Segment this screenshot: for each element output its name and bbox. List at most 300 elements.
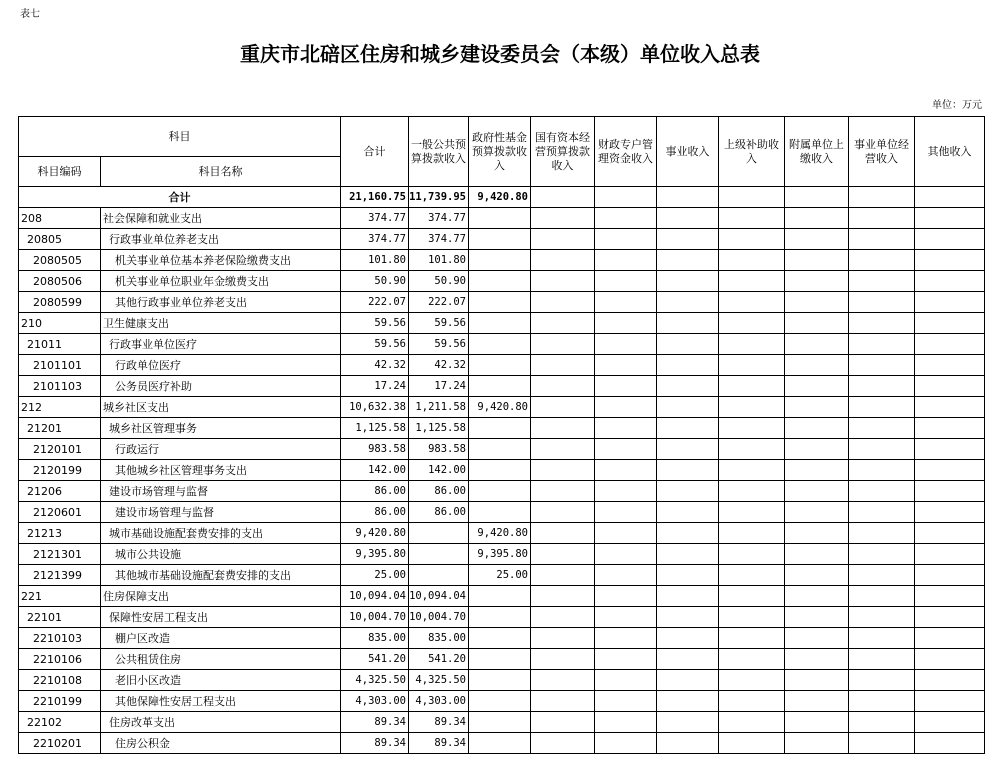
empty-cell (849, 313, 915, 334)
empty-cell (531, 376, 595, 397)
general-budget-cell: 374.77 (409, 208, 469, 229)
empty-cell (595, 439, 657, 460)
subject-name: 建设市场管理与监督 (101, 481, 341, 502)
total-cell: 10,004.70 (341, 607, 409, 628)
total-cell: 17.24 (341, 376, 409, 397)
empty-cell (595, 712, 657, 733)
empty-cell (531, 628, 595, 649)
empty-cell (657, 397, 719, 418)
header-superior-subsidy: 上级补助收入 (719, 117, 785, 187)
summary-label: 合计 (19, 187, 341, 208)
empty-cell (657, 208, 719, 229)
empty-cell (719, 607, 785, 628)
empty-cell (595, 397, 657, 418)
gov-fund-cell (469, 586, 531, 607)
empty-cell (915, 355, 985, 376)
subject-name: 保障性安居工程支出 (101, 607, 341, 628)
empty-cell (719, 502, 785, 523)
empty-cell (719, 481, 785, 502)
empty-cell (657, 628, 719, 649)
empty-cell (785, 250, 849, 271)
gov-fund-cell: 9,420.80 (469, 523, 531, 544)
table-row (19, 460, 985, 481)
subject-code: 2080506 (19, 271, 101, 292)
empty-cell (719, 208, 785, 229)
header-business-operation: 事业单位经营收入 (849, 117, 915, 187)
subject-name: 住房公积金 (101, 733, 341, 754)
total-cell: 25.00 (341, 565, 409, 586)
empty-cell (531, 313, 595, 334)
empty-cell (785, 376, 849, 397)
subject-name: 其他城市基础设施配套费安排的支出 (101, 565, 341, 586)
empty-cell (719, 586, 785, 607)
empty-cell (915, 208, 985, 229)
empty-cell (915, 607, 985, 628)
general-budget-cell: 1,125.58 (409, 418, 469, 439)
empty-cell (785, 292, 849, 313)
empty-cell (595, 334, 657, 355)
empty-cell (849, 376, 915, 397)
general-budget-cell: 101.80 (409, 250, 469, 271)
empty-cell (849, 628, 915, 649)
empty-cell (595, 376, 657, 397)
gov-fund-cell (469, 628, 531, 649)
empty-cell (849, 355, 915, 376)
empty-cell (657, 523, 719, 544)
header-subject-name: 科目名称 (101, 157, 341, 187)
header-general-budget: 一般公共预算拨款收入 (409, 117, 469, 187)
gov-fund-cell: 25.00 (469, 565, 531, 586)
empty-cell (915, 586, 985, 607)
empty-cell (719, 313, 785, 334)
subject-name: 行政运行 (101, 439, 341, 460)
empty-cell (719, 376, 785, 397)
empty-cell (915, 460, 985, 481)
table-row (19, 691, 985, 712)
empty-cell (531, 607, 595, 628)
general-budget-cell: 50.90 (409, 271, 469, 292)
empty-cell (531, 733, 595, 754)
header-gov-fund: 政府性基金预算拨款收入 (469, 117, 531, 187)
empty-cell (531, 712, 595, 733)
empty-cell (785, 628, 849, 649)
gov-fund-cell (469, 460, 531, 481)
subject-code: 208 (19, 208, 101, 229)
subject-name: 行政事业单位医疗 (101, 334, 341, 355)
empty-cell (657, 691, 719, 712)
general-budget-cell: 983.58 (409, 439, 469, 460)
empty-cell (657, 292, 719, 313)
subject-name: 城市公共设施 (101, 544, 341, 565)
subject-name: 其他行政事业单位养老支出 (101, 292, 341, 313)
empty-cell (849, 649, 915, 670)
subject-name: 建设市场管理与监督 (101, 502, 341, 523)
gov-fund-cell: 9,420.80 (469, 397, 531, 418)
gov-fund-cell (469, 313, 531, 334)
empty-cell (531, 271, 595, 292)
empty-cell (785, 565, 849, 586)
empty-cell (849, 292, 915, 313)
general-budget-cell: 1,211.58 (409, 397, 469, 418)
empty-cell (719, 292, 785, 313)
general-budget-cell: 89.34 (409, 712, 469, 733)
empty-cell (595, 649, 657, 670)
subject-name: 行政事业单位养老支出 (101, 229, 341, 250)
general-budget-cell: 17.24 (409, 376, 469, 397)
subject-name: 老旧小区改造 (101, 670, 341, 691)
general-budget-cell: 89.34 (409, 733, 469, 754)
total-cell: 835.00 (341, 628, 409, 649)
empty-cell (785, 460, 849, 481)
subject-code: 2120101 (19, 439, 101, 460)
total-cell: 1,125.58 (341, 418, 409, 439)
header-business-income: 事业收入 (657, 117, 719, 187)
income-summary-table (18, 116, 985, 754)
empty-cell (785, 355, 849, 376)
subject-code: 2210108 (19, 670, 101, 691)
empty-cell (595, 271, 657, 292)
header-total: 合计 (341, 117, 409, 187)
total-cell: 983.58 (341, 439, 409, 460)
empty-cell (785, 439, 849, 460)
empty-cell (785, 313, 849, 334)
empty-cell (657, 313, 719, 334)
gov-fund-cell (469, 334, 531, 355)
empty-cell (785, 502, 849, 523)
empty-cell (785, 229, 849, 250)
empty-cell (531, 355, 595, 376)
empty-cell (849, 397, 915, 418)
empty-cell (849, 691, 915, 712)
empty-cell (657, 586, 719, 607)
empty-cell (915, 229, 985, 250)
empty-cell (719, 229, 785, 250)
total-cell: 374.77 (341, 229, 409, 250)
subject-name: 公共租赁住房 (101, 649, 341, 670)
subject-code: 2121301 (19, 544, 101, 565)
table-row (19, 670, 985, 691)
subject-code: 210 (19, 313, 101, 334)
empty-cell (657, 250, 719, 271)
empty-cell (785, 691, 849, 712)
subject-code: 22101 (19, 607, 101, 628)
empty-cell (719, 460, 785, 481)
general-budget-cell: 541.20 (409, 649, 469, 670)
empty-cell (531, 586, 595, 607)
subject-code: 2210199 (19, 691, 101, 712)
empty-cell (719, 628, 785, 649)
summary-fund: 9,420.80 (469, 187, 531, 208)
subject-name: 住房保障支出 (101, 586, 341, 607)
empty-cell (915, 670, 985, 691)
empty-cell (531, 544, 595, 565)
empty-cell (595, 229, 657, 250)
header-subject: 科目 (19, 117, 341, 157)
empty-cell (657, 481, 719, 502)
empty-cell (915, 292, 985, 313)
gov-fund-cell (469, 712, 531, 733)
empty-cell (849, 712, 915, 733)
empty-cell (849, 670, 915, 691)
header-subject-code: 科目编码 (19, 157, 101, 187)
empty-cell (595, 733, 657, 754)
table-number: 表七 (20, 9, 40, 20)
empty-cell (785, 733, 849, 754)
empty-cell (595, 208, 657, 229)
subject-name: 公务员医疗补助 (101, 376, 341, 397)
empty-cell (915, 271, 985, 292)
empty-cell (531, 523, 595, 544)
empty-cell (657, 607, 719, 628)
subject-code: 2080599 (19, 292, 101, 313)
empty-cell (531, 460, 595, 481)
gov-fund-cell (469, 292, 531, 313)
subject-code: 21206 (19, 481, 101, 502)
empty-cell (915, 313, 985, 334)
gov-fund-cell (469, 481, 531, 502)
empty-cell (595, 250, 657, 271)
subject-code: 22102 (19, 712, 101, 733)
table-row (19, 418, 985, 439)
total-cell: 86.00 (341, 481, 409, 502)
empty-cell (531, 502, 595, 523)
empty-cell (595, 502, 657, 523)
subject-name: 机关事业单位基本养老保险缴费支出 (101, 250, 341, 271)
table-row (19, 628, 985, 649)
empty-cell (849, 565, 915, 586)
summary-row (19, 187, 985, 208)
empty-cell (657, 649, 719, 670)
empty-cell (595, 565, 657, 586)
empty-cell (657, 460, 719, 481)
empty-cell (657, 376, 719, 397)
header-other-income: 其他收入 (915, 117, 985, 187)
empty-cell (915, 544, 985, 565)
general-budget-cell: 4,303.00 (409, 691, 469, 712)
subject-code: 212 (19, 397, 101, 418)
subject-name: 卫生健康支出 (101, 313, 341, 334)
empty-cell (785, 607, 849, 628)
page-title: 重庆市北碚区住房和城乡建设委员会（本级）单位收入总表 (240, 42, 760, 66)
gov-fund-cell (469, 271, 531, 292)
empty-cell (657, 271, 719, 292)
empty-cell (785, 586, 849, 607)
empty-cell (849, 250, 915, 271)
empty-cell (531, 397, 595, 418)
empty-cell (785, 544, 849, 565)
empty-cell (849, 502, 915, 523)
gov-fund-cell (469, 418, 531, 439)
subject-code: 221 (19, 586, 101, 607)
empty-cell (785, 670, 849, 691)
empty-cell (849, 586, 915, 607)
empty-cell (719, 544, 785, 565)
subject-code: 2101101 (19, 355, 101, 376)
total-cell: 86.00 (341, 502, 409, 523)
empty-cell (531, 670, 595, 691)
empty-cell (785, 712, 849, 733)
gov-fund-cell (469, 691, 531, 712)
general-budget-cell: 42.32 (409, 355, 469, 376)
empty-cell (849, 607, 915, 628)
empty-cell (915, 649, 985, 670)
total-cell: 50.90 (341, 271, 409, 292)
empty-cell (849, 334, 915, 355)
general-budget-cell: 222.07 (409, 292, 469, 313)
total-cell: 4,325.50 (341, 670, 409, 691)
gov-fund-cell (469, 670, 531, 691)
total-cell: 10,094.04 (341, 586, 409, 607)
total-cell: 222.07 (341, 292, 409, 313)
empty-cell (849, 481, 915, 502)
empty-cell (719, 418, 785, 439)
table-row (19, 229, 985, 250)
summary-general: 11,739.95 (409, 187, 469, 208)
empty-cell (849, 418, 915, 439)
empty-cell (915, 502, 985, 523)
general-budget-cell: 10,004.70 (409, 607, 469, 628)
gov-fund-cell (469, 733, 531, 754)
empty-cell (915, 691, 985, 712)
subject-name: 其他城乡社区管理事务支出 (101, 460, 341, 481)
empty-cell (915, 250, 985, 271)
general-budget-cell: 10,094.04 (409, 586, 469, 607)
empty-cell (719, 523, 785, 544)
total-cell: 9,395.80 (341, 544, 409, 565)
subject-name: 城乡社区支出 (101, 397, 341, 418)
unit-label: 单位：万元 (932, 100, 982, 111)
table-row (19, 733, 985, 754)
empty-cell (531, 418, 595, 439)
empty-cell (785, 334, 849, 355)
empty-cell (915, 712, 985, 733)
empty-cell (849, 271, 915, 292)
table-row (19, 544, 985, 565)
table-row (19, 712, 985, 733)
general-budget-cell: 835.00 (409, 628, 469, 649)
empty-cell (785, 418, 849, 439)
empty-cell (915, 628, 985, 649)
general-budget-cell: 86.00 (409, 481, 469, 502)
gov-fund-cell (469, 502, 531, 523)
table-row (19, 586, 985, 607)
empty-cell (719, 355, 785, 376)
total-cell: 142.00 (341, 460, 409, 481)
empty-cell (595, 460, 657, 481)
subject-code: 2080505 (19, 250, 101, 271)
table-row (19, 355, 985, 376)
table-row (19, 397, 985, 418)
empty-cell (531, 481, 595, 502)
subject-code: 21213 (19, 523, 101, 544)
empty-cell (719, 334, 785, 355)
empty-cell (595, 418, 657, 439)
empty-cell (719, 733, 785, 754)
header-state-capital: 国有资本经营预算拨款收入 (531, 117, 595, 187)
subject-code: 2210106 (19, 649, 101, 670)
empty-cell (915, 439, 985, 460)
gov-fund-cell (469, 229, 531, 250)
subject-name: 住房改革支出 (101, 712, 341, 733)
empty-cell (719, 691, 785, 712)
empty-cell (595, 670, 657, 691)
empty-cell (595, 628, 657, 649)
empty-cell (719, 649, 785, 670)
empty-cell (915, 418, 985, 439)
empty-cell (657, 712, 719, 733)
empty-cell (719, 670, 785, 691)
table-row (19, 208, 985, 229)
empty-cell (595, 355, 657, 376)
empty-cell (657, 565, 719, 586)
empty-cell (849, 523, 915, 544)
total-cell: 374.77 (341, 208, 409, 229)
subject-name: 城乡社区管理事务 (101, 418, 341, 439)
subject-code: 2210103 (19, 628, 101, 649)
empty-cell (849, 208, 915, 229)
empty-cell (719, 712, 785, 733)
empty-cell (719, 439, 785, 460)
empty-cell (719, 271, 785, 292)
general-budget-cell: 86.00 (409, 502, 469, 523)
table-row (19, 649, 985, 670)
table-row (19, 502, 985, 523)
subject-code: 21011 (19, 334, 101, 355)
subject-name: 其他保障性安居工程支出 (101, 691, 341, 712)
total-cell: 4,303.00 (341, 691, 409, 712)
header-fiscal-special: 财政专户管理资金收入 (595, 117, 657, 187)
empty-cell (595, 523, 657, 544)
subject-code: 2210201 (19, 733, 101, 754)
empty-cell (531, 334, 595, 355)
table-row (19, 271, 985, 292)
gov-fund-cell (469, 439, 531, 460)
empty-cell (657, 670, 719, 691)
gov-fund-cell (469, 376, 531, 397)
empty-cell (657, 418, 719, 439)
empty-cell (785, 523, 849, 544)
empty-cell (657, 502, 719, 523)
total-cell: 42.32 (341, 355, 409, 376)
subject-code: 2120601 (19, 502, 101, 523)
empty-cell (785, 649, 849, 670)
total-cell: 101.80 (341, 250, 409, 271)
empty-cell (595, 313, 657, 334)
subject-code: 2120199 (19, 460, 101, 481)
empty-cell (915, 397, 985, 418)
empty-cell (531, 208, 595, 229)
empty-cell (849, 544, 915, 565)
empty-cell (849, 733, 915, 754)
empty-cell (657, 229, 719, 250)
subject-code: 21201 (19, 418, 101, 439)
table-row (19, 523, 985, 544)
empty-cell (531, 649, 595, 670)
empty-cell (785, 208, 849, 229)
total-cell: 9,420.80 (341, 523, 409, 544)
subject-code: 20805 (19, 229, 101, 250)
table-row (19, 334, 985, 355)
gov-fund-cell (469, 607, 531, 628)
empty-cell (595, 544, 657, 565)
subject-name: 城市基础设施配套费安排的支出 (101, 523, 341, 544)
header-affiliate-payment: 附属单位上缴收入 (785, 117, 849, 187)
empty-cell (657, 544, 719, 565)
total-cell: 10,632.38 (341, 397, 409, 418)
general-budget-cell: 4,325.50 (409, 670, 469, 691)
gov-fund-cell (469, 355, 531, 376)
total-cell: 541.20 (341, 649, 409, 670)
